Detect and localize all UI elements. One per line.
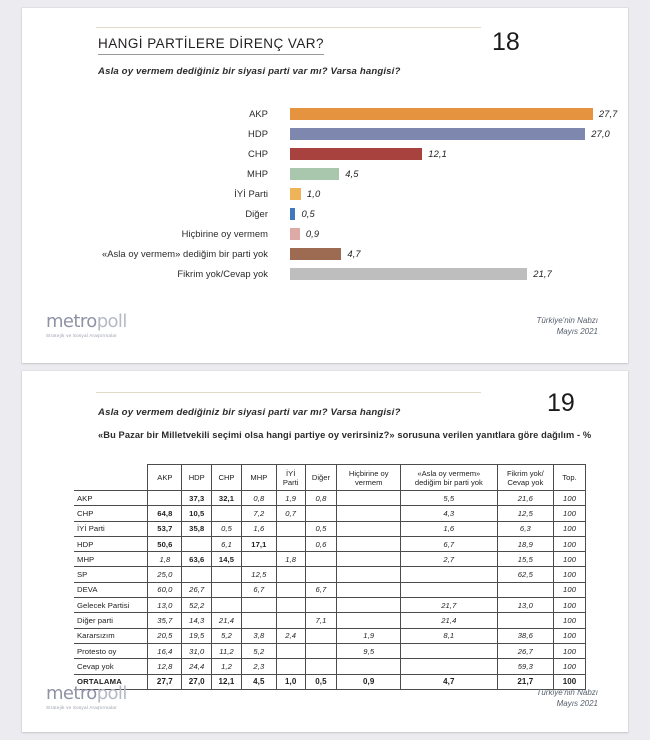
page-subtitle: Asla oy vermem dediğiniz bir siyasi parti var mı? Varsa hangisi? xyxy=(98,407,401,418)
table-cell xyxy=(182,567,212,582)
column-header-line: HDP xyxy=(188,473,205,482)
table-cell: 64,8 xyxy=(148,506,182,521)
table-cell: 20,5 xyxy=(148,628,182,643)
bar-row xyxy=(22,124,628,144)
table-cell: 4,3 xyxy=(401,506,498,521)
bar-fill xyxy=(290,148,422,160)
table-cell: 14,3 xyxy=(182,613,212,628)
table-cell: 1,8 xyxy=(148,552,182,567)
table-cell: 13,0 xyxy=(497,598,553,613)
bar-category-label: «Asla oy vermem» dediğim bir parti yok xyxy=(101,248,268,259)
table-cell: 100 xyxy=(554,567,586,582)
table-row xyxy=(74,552,586,567)
table-cell: 100 xyxy=(554,521,586,536)
table-cell: 52,2 xyxy=(182,598,212,613)
footer-caption-19 xyxy=(536,687,598,709)
table-cell xyxy=(337,659,401,674)
table-column-header xyxy=(554,465,586,491)
table-cell: 60,0 xyxy=(148,582,182,597)
table-cell xyxy=(276,567,305,582)
bar-fill xyxy=(290,128,585,140)
table-cell: 5,5 xyxy=(401,491,498,506)
table-cell xyxy=(241,598,276,613)
table-row xyxy=(74,521,586,536)
table-cell: 27,0 xyxy=(182,674,212,689)
table-column-header xyxy=(148,465,182,491)
table-row xyxy=(74,567,586,582)
table-cell: 10,5 xyxy=(182,506,212,521)
table-column-header xyxy=(241,465,276,491)
table-row-header: SP xyxy=(74,567,148,582)
table-cell: 1,6 xyxy=(401,521,498,536)
column-header-line: Fikrim yok/ xyxy=(506,468,544,478)
page-number-19: 19 xyxy=(547,389,575,417)
table-cell: 35,7 xyxy=(148,613,182,628)
table-cell xyxy=(497,582,553,597)
logo-main: metro xyxy=(46,311,97,332)
bar-fill xyxy=(290,168,339,180)
table-cell: 50,6 xyxy=(148,536,182,551)
header-rule xyxy=(96,392,481,393)
column-header-line: «Asla oy vermem» xyxy=(417,468,481,478)
table-row-header: Protesto oy xyxy=(74,643,148,658)
bar-track xyxy=(290,268,618,280)
table-cell: 21,4 xyxy=(401,613,498,628)
table-cell: 26,7 xyxy=(497,643,553,658)
table-row-header: Diğer parti xyxy=(74,613,148,628)
table-cell: 13,0 xyxy=(148,598,182,613)
table-cell: 1,0 xyxy=(276,674,305,689)
bar-category-label: MHP xyxy=(247,168,268,179)
table-cell: 27,7 xyxy=(148,674,182,689)
table-column-header xyxy=(276,465,305,491)
table-cell: 11,2 xyxy=(212,643,242,658)
slide-18-panel xyxy=(22,8,628,363)
bar-track xyxy=(290,128,618,140)
table-cell: 5,2 xyxy=(241,643,276,658)
table-cell: 100 xyxy=(554,613,586,628)
table-cell xyxy=(337,521,401,536)
table-cell: 21,7 xyxy=(401,598,498,613)
table-cell: 0,6 xyxy=(305,536,337,551)
table-cell xyxy=(337,613,401,628)
column-header-line: MHP xyxy=(250,473,268,482)
table-row-header: Kararsızım xyxy=(74,628,148,643)
table-cell: 14,5 xyxy=(212,552,242,567)
table-cell: 100 xyxy=(554,582,586,597)
table-cell: 12,8 xyxy=(148,659,182,674)
column-header-line: AKP xyxy=(157,473,173,482)
table-cell xyxy=(276,536,305,551)
footer-survey-name: Türkiye'nin Nabzı xyxy=(536,316,598,325)
table-cell: 17,1 xyxy=(241,536,276,551)
footer-date: Mayıs 2021 xyxy=(556,699,598,708)
table-cell xyxy=(148,491,182,506)
table-cell xyxy=(401,567,498,582)
table-cell: 100 xyxy=(554,598,586,613)
logo-tagline: Stratejik ve Sosyal Araştırmalar xyxy=(46,333,117,338)
table-cell: 100 xyxy=(554,674,586,689)
table-cell xyxy=(212,598,242,613)
table-cell xyxy=(337,582,401,597)
bar-value-label: 0,9 xyxy=(305,228,320,239)
table-cell: 32,1 xyxy=(212,491,242,506)
bar-row xyxy=(22,244,628,264)
bar-category-label: Fikrim yok/Cevap yok xyxy=(177,268,268,279)
table-cell: 2,7 xyxy=(401,552,498,567)
bar-track xyxy=(290,248,618,260)
bar-category-label: Diğer xyxy=(245,208,268,219)
table-cell: 100 xyxy=(554,506,586,521)
table-cell xyxy=(212,582,242,597)
table-column-header xyxy=(212,465,242,491)
bar-fill xyxy=(290,208,295,220)
table-cell: 100 xyxy=(554,659,586,674)
logo-accent: poll xyxy=(96,683,127,704)
bar-row xyxy=(22,164,628,184)
table-row xyxy=(74,628,586,643)
table-cell: 24,4 xyxy=(182,659,212,674)
table-cell xyxy=(241,613,276,628)
table-cell: 37,3 xyxy=(182,491,212,506)
slide-19-panel xyxy=(22,371,628,732)
table-cell: 6,1 xyxy=(212,536,242,551)
logo-wordmark xyxy=(46,683,127,704)
bar-value-label: 4,7 xyxy=(347,248,361,259)
table-cell: 19,5 xyxy=(182,628,212,643)
table-header xyxy=(74,465,586,491)
bar-track xyxy=(290,148,618,160)
table-column-header xyxy=(497,465,553,491)
bar-fill xyxy=(290,108,593,120)
table-cell xyxy=(337,598,401,613)
bar-category-label: HDP xyxy=(248,128,268,139)
table-cell xyxy=(401,582,498,597)
table-cell xyxy=(276,582,305,597)
header-rule xyxy=(96,27,481,28)
bar-fill xyxy=(290,228,300,240)
table-row xyxy=(74,598,586,613)
table-body xyxy=(74,491,586,690)
table-cell: 38,6 xyxy=(497,628,553,643)
bar-value-label: 1,0 xyxy=(306,188,321,199)
table-cell: 0,7 xyxy=(276,506,305,521)
table-cell: 21,4 xyxy=(212,613,242,628)
column-header-line: Cevap yok xyxy=(507,477,544,487)
table-cell: 31,0 xyxy=(182,643,212,658)
table-cell xyxy=(497,613,553,628)
table-cell xyxy=(305,552,337,567)
table-cell: 100 xyxy=(554,552,586,567)
bar-track xyxy=(290,228,618,240)
table-cell: 3,8 xyxy=(241,628,276,643)
table-cell: 5,2 xyxy=(212,628,242,643)
table-cell: 1,9 xyxy=(276,491,305,506)
table-cell: 12,5 xyxy=(497,506,553,521)
table-cell: 0,5 xyxy=(212,521,242,536)
table-row xyxy=(74,506,586,521)
table-row-header: Cevap yok xyxy=(74,659,148,674)
footer-survey-name: Türkiye'nin Nabzı xyxy=(536,688,598,697)
table-cell xyxy=(337,506,401,521)
bar-value-label: 27,0 xyxy=(591,128,610,139)
table-cell xyxy=(212,506,242,521)
bar-track xyxy=(290,188,618,200)
table-cell: 0,5 xyxy=(305,521,337,536)
table-cell xyxy=(305,598,337,613)
bar-fill xyxy=(290,188,301,200)
table-cell xyxy=(305,506,337,521)
table-row xyxy=(74,643,586,658)
page-number-18: 18 xyxy=(492,28,520,56)
logo-wordmark xyxy=(46,311,127,332)
table-cell xyxy=(276,613,305,628)
table-cell: 63,6 xyxy=(182,552,212,567)
page-subtitle: Asla oy vermem dediğiniz bir siyasi parti var mı? Varsa hangisi? xyxy=(98,66,401,77)
table-row xyxy=(74,582,586,597)
table-cell xyxy=(241,552,276,567)
bar-row xyxy=(22,264,628,284)
table-cell: 100 xyxy=(554,491,586,506)
bar-fill xyxy=(290,268,527,280)
table-cell xyxy=(276,521,305,536)
crosstab-table-wrapper xyxy=(74,464,586,690)
table-row xyxy=(74,659,586,674)
column-header-line: Top. xyxy=(562,473,577,482)
table-cell xyxy=(337,567,401,582)
table-cell: 6,7 xyxy=(241,582,276,597)
column-header-line: Diğer xyxy=(311,473,331,482)
table-cell: 7,2 xyxy=(241,506,276,521)
table-cell: 18,9 xyxy=(497,536,553,551)
table-cell xyxy=(276,643,305,658)
bar-value-label: 12,1 xyxy=(428,148,447,159)
table-row-header: İYİ Parti xyxy=(74,521,148,536)
logo-tagline: Stratejik ve Sosyal Araştırmalar xyxy=(46,705,117,710)
table-cell: 4,5 xyxy=(241,674,276,689)
table-header-row xyxy=(74,465,586,491)
bar-row xyxy=(22,144,628,164)
table-cell xyxy=(305,567,337,582)
bar-row xyxy=(22,104,628,124)
table-cell xyxy=(305,628,337,643)
table-cell xyxy=(401,643,498,658)
page-subtitle-secondary: «Bu Pazar bir Milletvekili seçimi olsa hangi partiye oy verirsiniz?» sorusuna verilen yanıtlara göre dağılım - % xyxy=(98,430,592,440)
table-row xyxy=(74,613,586,628)
table-row-header: HDP xyxy=(74,536,148,551)
table-cell: 6,7 xyxy=(305,582,337,597)
table-cell: 2,4 xyxy=(276,628,305,643)
table-corner-cell xyxy=(74,465,148,491)
table-cell: 35,8 xyxy=(182,521,212,536)
column-header-line: Hiçbirine oy xyxy=(348,468,389,478)
metropoll-logo xyxy=(46,311,127,338)
bar-value-label: 0,5 xyxy=(301,208,315,219)
table-row-header: ORTALAMA xyxy=(74,674,148,689)
table-column-header xyxy=(337,465,401,491)
page-title: HANGİ PARTİLERE DİRENÇ VAR? xyxy=(98,36,324,55)
table-cell: 8,1 xyxy=(401,628,498,643)
table-cell xyxy=(305,643,337,658)
table-cell: 0,9 xyxy=(337,674,401,689)
table-cell xyxy=(337,552,401,567)
table-row-header: DEVA xyxy=(74,582,148,597)
bar-track xyxy=(290,208,618,220)
column-header-line: CHP xyxy=(218,473,235,482)
table-cell: 0,8 xyxy=(241,491,276,506)
bar-row xyxy=(22,184,628,204)
table-row xyxy=(74,491,586,506)
table-cell xyxy=(212,567,242,582)
table-cell: 15,5 xyxy=(497,552,553,567)
table-cell: 6,7 xyxy=(401,536,498,551)
bar-category-label: İYİ Parti xyxy=(234,188,268,199)
table-cell: 2,3 xyxy=(241,659,276,674)
table-cell: 0,5 xyxy=(305,674,337,689)
table-row-header: AKP xyxy=(74,491,148,506)
bar-row xyxy=(22,204,628,224)
table-row-header: MHP xyxy=(74,552,148,567)
bar-value-label: 27,7 xyxy=(598,108,618,119)
table-cell: 26,7 xyxy=(182,582,212,597)
table-cell xyxy=(276,598,305,613)
bar-value-label: 4,5 xyxy=(345,168,359,179)
table-cell: 9,5 xyxy=(337,643,401,658)
bar-row xyxy=(22,224,628,244)
footer-caption-18 xyxy=(536,315,598,337)
table-cell: 16,4 xyxy=(148,643,182,658)
resistance-bar-chart xyxy=(22,104,628,284)
column-header-line: dediğim bir parti yok xyxy=(414,477,483,487)
table-cell: 21,7 xyxy=(497,674,553,689)
table-cell: 7,1 xyxy=(305,613,337,628)
table-column-header xyxy=(182,465,212,491)
table-cell: 12,5 xyxy=(241,567,276,582)
table-cell: 25,0 xyxy=(148,567,182,582)
logo-main: metro xyxy=(46,683,97,704)
table-column-header xyxy=(401,465,498,491)
bar-track xyxy=(290,168,618,180)
column-header-line: İYİ xyxy=(286,468,296,478)
crosstab-table xyxy=(74,464,586,690)
footer-date: Mayıs 2021 xyxy=(556,327,598,336)
bar-value-label: 21,7 xyxy=(533,268,552,279)
table-column-header xyxy=(305,465,337,491)
table-cell: 4,7 xyxy=(401,674,498,689)
bar-category-label: CHP xyxy=(248,148,268,159)
table-row xyxy=(74,536,586,551)
table-row-header: Gelecek Partisi xyxy=(74,598,148,613)
table-cell xyxy=(182,536,212,551)
table-cell xyxy=(305,659,337,674)
table-cell: 6,3 xyxy=(497,521,553,536)
table-cell xyxy=(337,536,401,551)
bar-category-label: AKP xyxy=(249,108,268,119)
table-cell xyxy=(337,491,401,506)
table-cell: 0,8 xyxy=(305,491,337,506)
table-cell: 62,5 xyxy=(497,567,553,582)
table-cell xyxy=(401,659,498,674)
bar-fill xyxy=(290,248,341,260)
table-cell: 100 xyxy=(554,628,586,643)
table-cell: 59,3 xyxy=(497,659,553,674)
table-cell: 1,9 xyxy=(337,628,401,643)
metropoll-logo xyxy=(46,683,127,710)
bar-category-label: Hiçbirine oy vermem xyxy=(181,228,268,239)
table-cell: 100 xyxy=(554,536,586,551)
table-cell: 12,1 xyxy=(212,674,242,689)
column-header-line: vermem xyxy=(354,477,383,487)
table-cell: 1,6 xyxy=(241,521,276,536)
table-cell: 1,2 xyxy=(212,659,242,674)
table-row-header: CHP xyxy=(74,506,148,521)
logo-accent: poll xyxy=(96,311,127,332)
bar-track xyxy=(290,108,618,120)
column-header-line: Parti xyxy=(282,477,299,487)
table-cell: 100 xyxy=(554,643,586,658)
table-cell: 53,7 xyxy=(148,521,182,536)
table-cell xyxy=(276,659,305,674)
table-cell: 1,8 xyxy=(276,552,305,567)
table-cell: 21,6 xyxy=(497,491,553,506)
table-row xyxy=(74,674,586,689)
